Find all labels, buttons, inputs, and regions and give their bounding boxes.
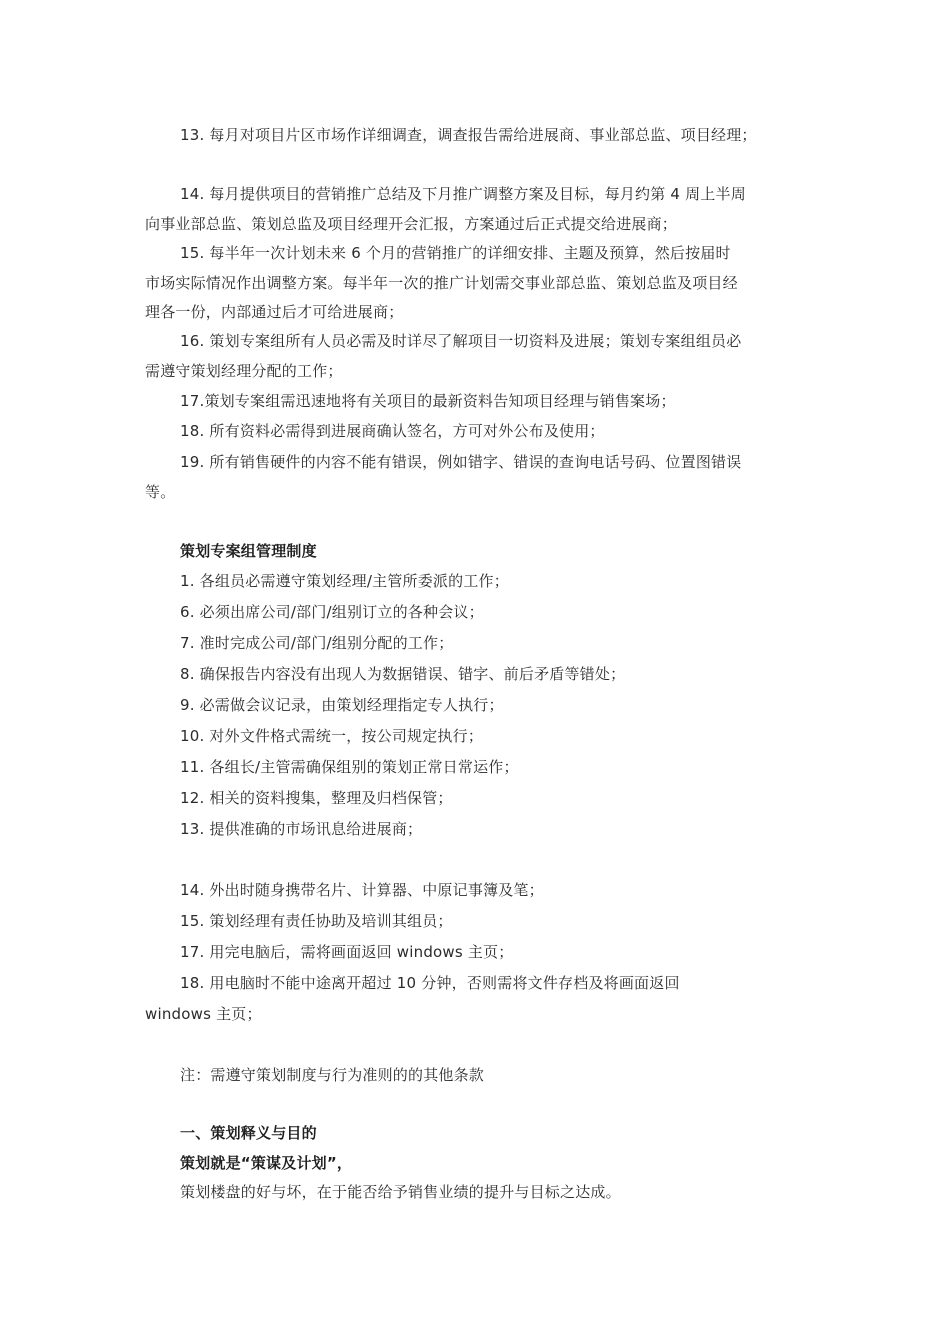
paragraph-15-line-1: 15. 每半年一次计划未来 6 个月的营销推广的详细安排、主题及预算，然后按届时 <box>180 244 731 262</box>
list-item: 7. 准时完成公司/部门/组别分配的工作； <box>180 634 454 652</box>
list-item: 10. 对外文件格式需统一，按公司规定执行； <box>180 727 484 745</box>
list-item: 14. 外出时随身携带名片、计算器、中原记事簿及笔； <box>180 881 544 899</box>
list-item-continuation: windows 主页； <box>145 1005 262 1023</box>
paragraph-16-line-2: 需遵守策划经理分配的工作； <box>145 362 343 380</box>
paragraph-14-line-1: 14. 每月提供项目的营销推广总结及下月推广调整方案及目标，每月约第 4 周上半周 <box>180 185 746 203</box>
list-item: 12. 相关的资料搜集，整理及归档保管； <box>180 789 453 807</box>
list-item: 6. 必须出席公司/部门/组别订立的各种会议； <box>180 603 484 621</box>
list-item: 1. 各组员必需遵守策划经理/主管所委派的工作； <box>180 572 509 590</box>
paragraph-19-line-1: 19. 所有销售硬件的内容不能有错误，例如错字、错误的查询电话号码、位置图错误 <box>180 453 742 471</box>
list-item: 13. 提供准确的市场讯息给进展商； <box>180 820 423 838</box>
paragraph-15-line-2: 市场实际情况作出调整方案。每半年一次的推广计划需交事业部总监、策划总监及项目经 <box>145 274 738 292</box>
paragraph-15-line-3: 理各一份，内部通过后才可给进展商； <box>145 303 404 321</box>
list-item: 15. 策划经理有责任协助及培训其组员； <box>180 912 453 930</box>
definition-subheading: 策划就是“策谋及计划”， <box>180 1154 353 1172</box>
paragraph-16-line-1: 16. 策划专案组所有人员必需及时详尽了解项目一切资料及进展；策划专案组组员必 <box>180 332 742 350</box>
section-heading-management: 策划专案组管理制度 <box>180 542 317 560</box>
paragraph-19-line-2: 等。 <box>145 483 176 501</box>
list-item: 11. 各组长/主管需确保组别的策划正常日常运作； <box>180 758 519 776</box>
paragraph-18: 18. 所有资料必需得到进展商确认签名，方可对外公布及使用； <box>180 422 605 440</box>
paragraph-13: 13. 每月对项目片区市场作详细调查，调查报告需给进展商、事业部总监、项目经理； <box>180 126 757 144</box>
section-heading-definition: 一、策划释义与目的 <box>180 1124 317 1142</box>
definition-text: 策划楼盘的好与坏，在于能否给予销售业绩的提升与目标之达成。 <box>180 1183 621 1201</box>
note-text: 注：需遵守策划制度与行为准则的的其他条款 <box>180 1066 485 1084</box>
list-item: 9. 必需做会议记录，由策划经理指定专人执行； <box>180 696 504 714</box>
paragraph-17: 17.策划专案组需迅速地将有关项目的最新资料告知项目经理与销售案场； <box>180 392 676 410</box>
paragraph-14-line-2: 向事业部总监、策划总监及项目经理开会汇报，方案通过后正式提交给进展商； <box>145 215 678 233</box>
list-item: 18. 用电脑时不能中途离开超过 10 分钟，否则需将文件存档及将画面返回 <box>180 974 680 992</box>
list-item: 8. 确保报告内容没有出现人为数据错误、错字、前后矛盾等错处； <box>180 665 626 683</box>
list-item: 17. 用完电脑后，需将画面返回 windows 主页； <box>180 943 514 961</box>
